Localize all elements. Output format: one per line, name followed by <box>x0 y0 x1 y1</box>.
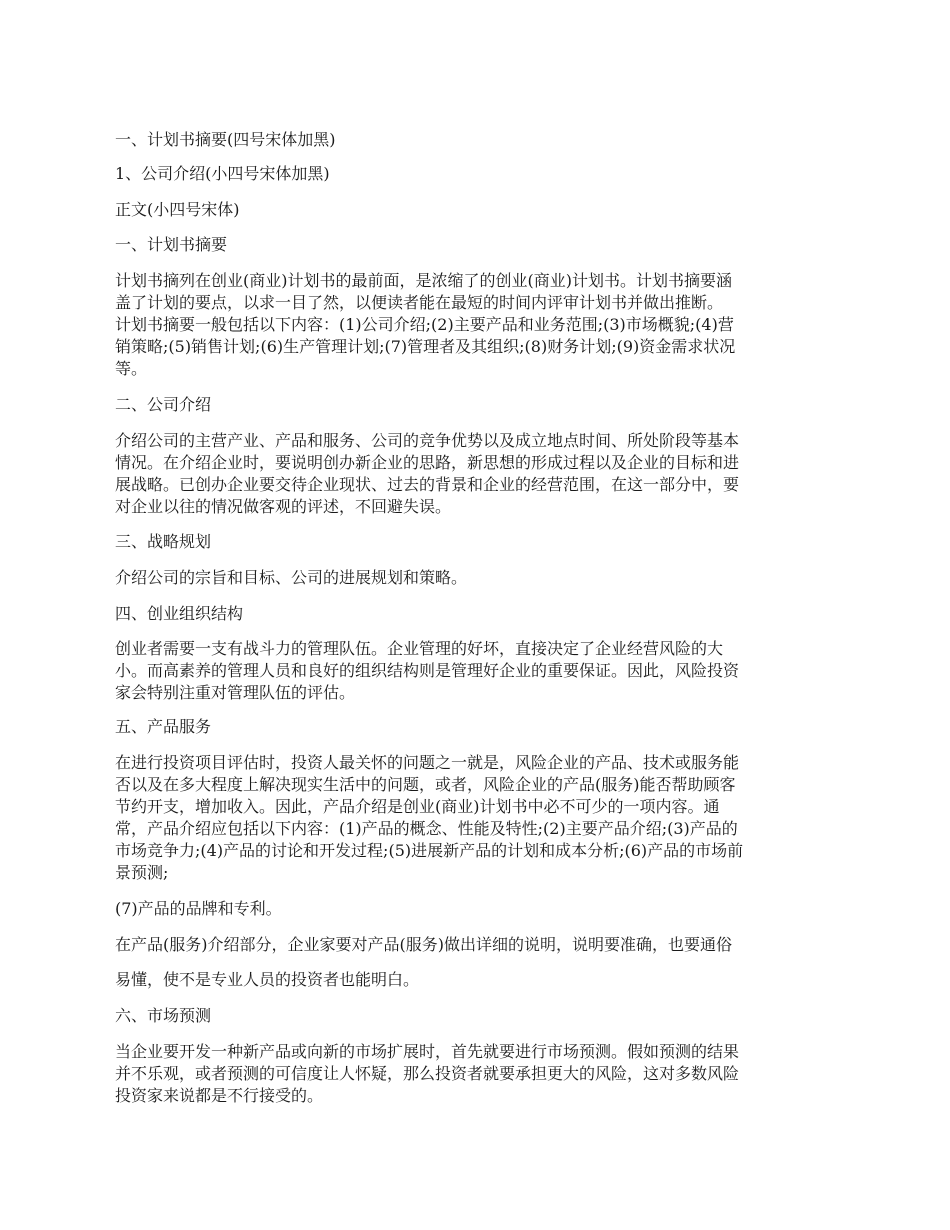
text-line: 常，产品介绍应包括以下内容：(1)产品的概念、性能及特性;(2)主要产品介绍;(3)产品的 <box>115 819 738 838</box>
text-line: 小。而高素养的管理人员和良好的组织结构则是管理好企业的重要保证。因此，风险投资 <box>115 661 740 680</box>
heading-summary-format <box>115 129 845 151</box>
paragraph-summary <box>115 270 845 380</box>
text-line: 投资家来说都是不行接受的。 <box>115 1086 324 1105</box>
text-line: 计划书摘要一般包括以下内容：(1)公司介绍;(2)主要产品和业务范围;(3)市场概貌;(4)营 <box>115 315 734 334</box>
paragraph-strategy <box>115 567 845 589</box>
section-heading-market <box>115 1005 845 1027</box>
text-line: 正文(小四号宋体) <box>115 200 240 219</box>
text-line: 二、公司介绍 <box>115 395 212 414</box>
text-line: 一、计划书摘要(四号宋体加黑) <box>115 130 336 149</box>
text-line: 家会特别注重对管理队伍的评估。 <box>115 683 356 702</box>
text-line: 计划书摘列在创业(商业)计划书的最前面，是浓缩了的创业(商业)计划书。计划书摘要涵 <box>115 271 732 290</box>
text-line: 在进行投资项目评估时，投资人最关怀的问题之一就是，风险企业的产品、技术或服务能 <box>115 753 740 772</box>
text-line: 四、创业组织结构 <box>115 604 244 623</box>
text-line: 景预测; <box>115 863 169 882</box>
section-heading-organization <box>115 603 845 625</box>
text-line: 展战略。已创办企业要交待企业现状、过去的背景和企业的经营范围，在这一部分中，要 <box>115 475 740 494</box>
text-line: 盖了计划的要点，以求一目了然，以便读者能在最短的时间内评审计划书并做出推断。 <box>115 293 724 312</box>
section-heading-summary <box>115 234 845 256</box>
text-line: 易懂，使不是专业人员的投资者也能明白。 <box>115 970 420 989</box>
section-heading-company <box>115 394 845 416</box>
text-line: 六、市场预测 <box>115 1006 212 1025</box>
text-line: 对企业以往的情况做客观的评述，不回避失误。 <box>115 497 452 516</box>
text-line: 创业者需要一支有战斗力的管理队伍。企业管理的好坏，直接决定了企业经营风险的大 <box>115 639 724 658</box>
text-line: 当企业要开发一种新产品或向新的市场扩展时，首先就要进行市场预测。假如预测的结果 <box>115 1042 740 1061</box>
paragraph-company <box>115 430 845 518</box>
text-line: 市场竞争力;(4)产品的讨论和开发过程;(5)进展新产品的计划和成本分析;(6)产品的市场前 <box>115 841 744 860</box>
paragraph-product-item7 <box>115 898 845 920</box>
body-format-note <box>115 199 845 221</box>
text-line: (7)产品的品牌和专利。 <box>115 899 282 918</box>
paragraph-product-detail-1 <box>115 934 845 956</box>
text-line: 等。 <box>115 359 148 378</box>
text-line: 介绍公司的宗旨和目标、公司的进展规划和策略。 <box>115 568 468 587</box>
paragraph-product-detail-2 <box>115 969 845 991</box>
text-line: 1、公司介绍(小四号宋体加黑) <box>115 164 330 183</box>
text-line: 销策略;(5)销售计划;(6)生产管理计划;(7)管理者及其组织;(8)财务计划;(9)资金需求状况 <box>115 337 736 356</box>
text-line: 情况。在介绍企业时，要说明创办新企业的思路，新思想的形成过程以及企业的目标和进 <box>115 453 740 472</box>
text-line: 三、战略规划 <box>115 532 212 551</box>
section-heading-product <box>115 716 845 738</box>
text-line: 一、计划书摘要 <box>115 235 228 254</box>
section-heading-strategy <box>115 531 845 553</box>
text-line: 并不乐观，或者预测的可信度让人怀疑，那么投资者就要承担更大的风险，这对多数风险 <box>115 1064 740 1083</box>
paragraph-market <box>115 1041 845 1107</box>
text-line: 在产品(服务)介绍部分，企业家要对产品(服务)做出详细的说明，说明要准确，也要通俗 <box>115 935 732 954</box>
paragraph-organization <box>115 638 845 704</box>
text-line: 否以及在多大程度上解决现实生活中的问题，或者，风险企业的产品(服务)能否帮助顾客 <box>115 775 736 794</box>
paragraph-product <box>115 752 845 884</box>
text-line: 介绍公司的主营产业、产品和服务、公司的竞争优势以及成立地点时间、所处阶段等基本 <box>115 431 740 450</box>
text-line: 节约开支，增加收入。因此，产品介绍是创业(商业)计划书中必不可少的一项内容。通 <box>115 797 720 816</box>
heading-company-format <box>115 163 845 185</box>
text-line: 五、产品服务 <box>115 717 212 736</box>
